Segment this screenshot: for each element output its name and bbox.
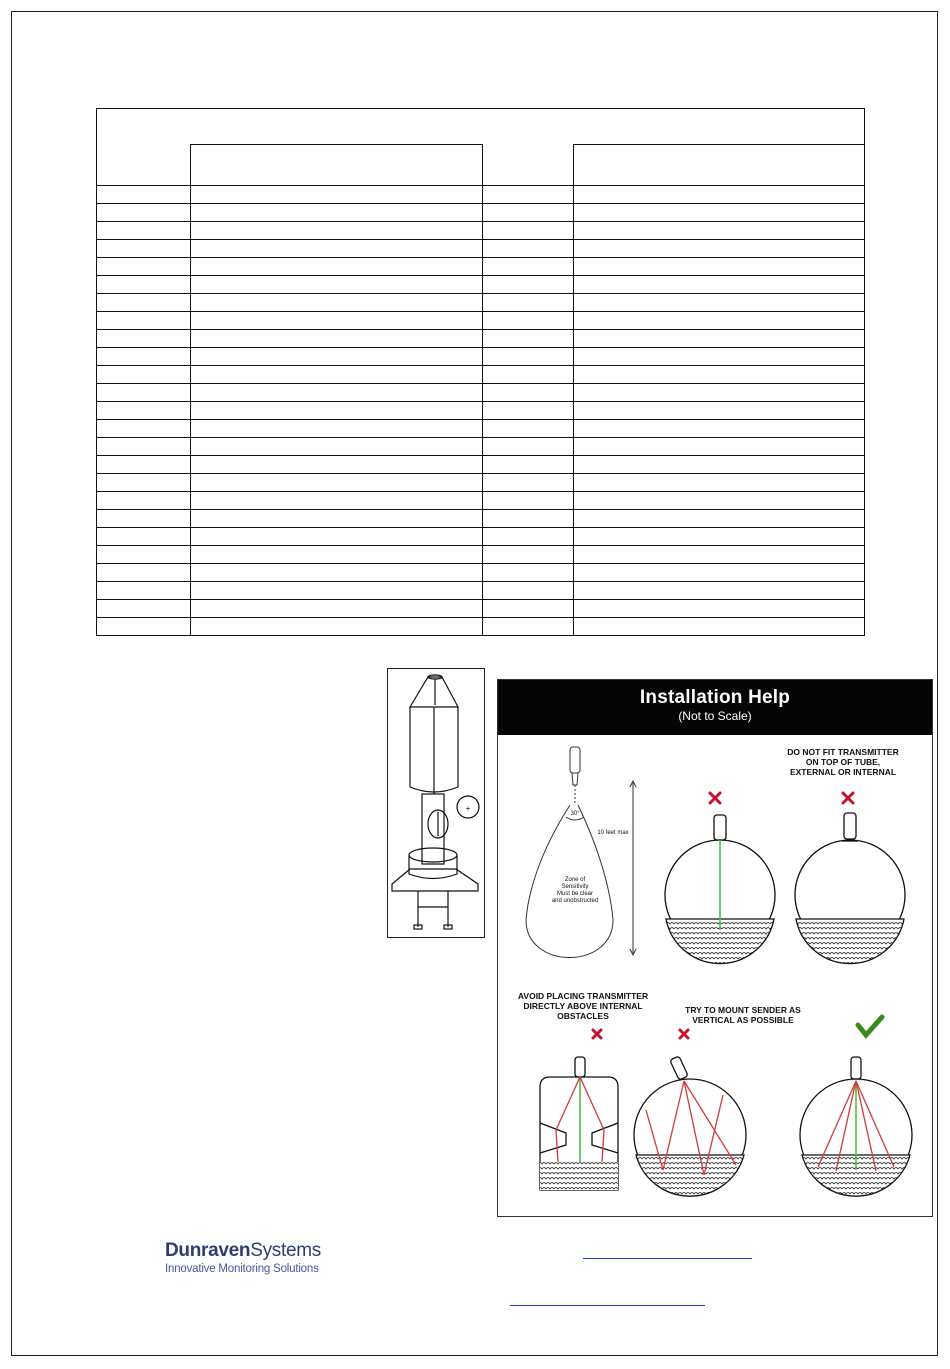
- installation-help-body: [498, 735, 932, 1217]
- table-cell: [483, 366, 574, 384]
- advice-vertical-text: TRY TO MOUNT SENDER AS VERTICAL AS POSSIBLE: [685, 1005, 801, 1025]
- table-cell: [191, 330, 483, 348]
- table-cell: [191, 222, 483, 240]
- table-cell: [483, 438, 574, 456]
- table-cell: [574, 348, 865, 366]
- table-cell: [97, 222, 191, 240]
- table-row: [97, 204, 865, 222]
- distance-label: 10 feet max: [597, 830, 629, 836]
- header-cell-4: [574, 145, 865, 186]
- table-cell: [97, 384, 191, 402]
- table-cell: [97, 582, 191, 600]
- table-cell: [191, 276, 483, 294]
- table-cell: [191, 438, 483, 456]
- table-cell: [191, 294, 483, 312]
- table-row: [97, 600, 865, 618]
- table-cell: [483, 276, 574, 294]
- table-cell: [191, 474, 483, 492]
- table-cell: [574, 204, 865, 222]
- table-cell: [483, 402, 574, 420]
- table-cell: [574, 420, 865, 438]
- table-cell: [574, 564, 865, 582]
- table-cell: [483, 420, 574, 438]
- warning-tube-text: DO NOT FIT TRANSMITTER ON TOP OF TUBE, EXTERNAL OR INTERNAL: [787, 747, 899, 777]
- header-cell-3: [483, 145, 574, 186]
- table-cell: [483, 456, 574, 474]
- svg-text:+: +: [465, 804, 471, 813]
- table-title-row: [97, 109, 865, 145]
- check-icon: [858, 1017, 882, 1035]
- hyperlink-underline-1[interactable]: [583, 1258, 752, 1259]
- table-cell: [483, 258, 574, 276]
- table-cell: [191, 492, 483, 510]
- table-cell: [483, 348, 574, 366]
- table-cell: [97, 546, 191, 564]
- table-cell: [97, 420, 191, 438]
- header-cell-2: [191, 145, 483, 186]
- table-cell: [97, 402, 191, 420]
- table-cell: [483, 222, 574, 240]
- installation-help-panel: [497, 679, 933, 1217]
- table-row: [97, 330, 865, 348]
- table-cell: [574, 276, 865, 294]
- table-cell: [191, 366, 483, 384]
- table-cell: [191, 240, 483, 258]
- table-cell: [574, 492, 865, 510]
- installation-help-subtitle: (Not to Scale): [678, 709, 752, 723]
- zone-label: Zone of Sensitivity Must be clear and unobstructed: [551, 877, 599, 904]
- table-cell: [97, 312, 191, 330]
- data-table: [96, 108, 865, 636]
- table-cell: [574, 456, 865, 474]
- table-cell: [191, 618, 483, 636]
- installation-help-header: [498, 680, 932, 735]
- table-row: [97, 222, 865, 240]
- table-row: [97, 240, 865, 258]
- logo-tagline: Innovative Monitoring Solutions: [165, 1263, 319, 1275]
- table-cell: [97, 204, 191, 222]
- table-cell: [574, 546, 865, 564]
- table-cell: [483, 618, 574, 636]
- table-row: [97, 564, 865, 582]
- table-cell: [191, 510, 483, 528]
- table-cell: [483, 384, 574, 402]
- table-cell: [191, 528, 483, 546]
- table-cell: [97, 492, 191, 510]
- table-row: [97, 456, 865, 474]
- table-cell: [483, 330, 574, 348]
- table-row: [97, 474, 865, 492]
- table-row: [97, 528, 865, 546]
- table-row: [97, 276, 865, 294]
- table-row: [97, 294, 865, 312]
- table-row: [97, 348, 865, 366]
- table-cell: [574, 312, 865, 330]
- table-cell: [97, 438, 191, 456]
- table-cell: [483, 510, 574, 528]
- table-cell: [191, 546, 483, 564]
- table-cell: [574, 366, 865, 384]
- table-cell: [97, 294, 191, 312]
- table-cell: [191, 348, 483, 366]
- table-cell: [574, 186, 865, 204]
- tank-tilted: [634, 1056, 746, 1196]
- table-row: [97, 438, 865, 456]
- table-cell: [191, 204, 483, 222]
- table-cell: [191, 564, 483, 582]
- table-cell: [574, 222, 865, 240]
- table-cell: [97, 474, 191, 492]
- sensitivity-zone: [526, 747, 636, 958]
- dunraven-logo: [165, 1240, 321, 1275]
- tank-external-wrong: [795, 813, 905, 964]
- tank-obstacles: [540, 1057, 618, 1190]
- angle-label: 30°: [570, 811, 580, 817]
- table-cell: [574, 510, 865, 528]
- table-cell: [483, 582, 574, 600]
- table-cell: [483, 474, 574, 492]
- table-row: [97, 510, 865, 528]
- table-cell: [191, 582, 483, 600]
- table-cell: [574, 600, 865, 618]
- tank-vertical-correct: [800, 1057, 912, 1196]
- table-cell: [574, 258, 865, 276]
- table-cell: [574, 438, 865, 456]
- table-cell: [97, 510, 191, 528]
- table-cell: [97, 366, 191, 384]
- installation-help-diagram: [498, 735, 932, 1217]
- table-cell: [574, 294, 865, 312]
- table-row: [97, 402, 865, 420]
- table-cell: [191, 312, 483, 330]
- table-cell: [574, 384, 865, 402]
- header-cell-1: [97, 145, 191, 186]
- table-row: [97, 618, 865, 636]
- table-cell: [483, 546, 574, 564]
- logo-company-name: DunravenSystems: [165, 1240, 321, 1261]
- table-cell: [97, 564, 191, 582]
- table-cell: [483, 186, 574, 204]
- table-cell: [574, 402, 865, 420]
- table-row: [97, 312, 865, 330]
- hyperlink-underline-2[interactable]: [510, 1305, 705, 1306]
- installation-help-title: Installation Help: [639, 687, 791, 708]
- table-cell: [574, 330, 865, 348]
- table-row: [97, 420, 865, 438]
- table-row: [97, 366, 865, 384]
- tank-tube-wrong: [665, 815, 775, 964]
- table-cell: [483, 600, 574, 618]
- table-cell: [97, 600, 191, 618]
- table-row: [97, 546, 865, 564]
- table-cell: [191, 384, 483, 402]
- table-header-row: [97, 145, 865, 186]
- table-cell: [97, 186, 191, 204]
- table-cell: [574, 474, 865, 492]
- table-cell: [97, 456, 191, 474]
- table-cell: [191, 402, 483, 420]
- table-cell: [97, 348, 191, 366]
- table-cell: [191, 600, 483, 618]
- table-cell: [483, 492, 574, 510]
- table-cell: [483, 240, 574, 258]
- table-row: [97, 492, 865, 510]
- table-cell: [574, 528, 865, 546]
- table-cell: [483, 528, 574, 546]
- table-cell: [97, 276, 191, 294]
- table-cell: [97, 240, 191, 258]
- transmitter-mount-illustration: [387, 668, 485, 938]
- table-cell: [483, 294, 574, 312]
- table-cell: [483, 312, 574, 330]
- table-cell: [97, 330, 191, 348]
- table-cell: [191, 420, 483, 438]
- table-cell: [574, 618, 865, 636]
- table-title-cell: [97, 109, 865, 145]
- table-row: [97, 582, 865, 600]
- table-cell: [97, 258, 191, 276]
- table-cell: [483, 204, 574, 222]
- transmitter-mount-drawing: [388, 669, 484, 937]
- table-cell: [97, 528, 191, 546]
- table-cell: [574, 240, 865, 258]
- table-row: [97, 384, 865, 402]
- table-cell: [191, 456, 483, 474]
- warning-obstacles-text: AVOID PLACING TRANSMITTER DIRECTLY ABOVE INTERNAL OBSTACLES: [517, 991, 649, 1021]
- table-cell: [191, 186, 483, 204]
- table-cell: [191, 258, 483, 276]
- table-row: [97, 186, 865, 204]
- table-row: [97, 258, 865, 276]
- table-cell: [574, 582, 865, 600]
- table-cell: [97, 618, 191, 636]
- table-cell: [483, 564, 574, 582]
